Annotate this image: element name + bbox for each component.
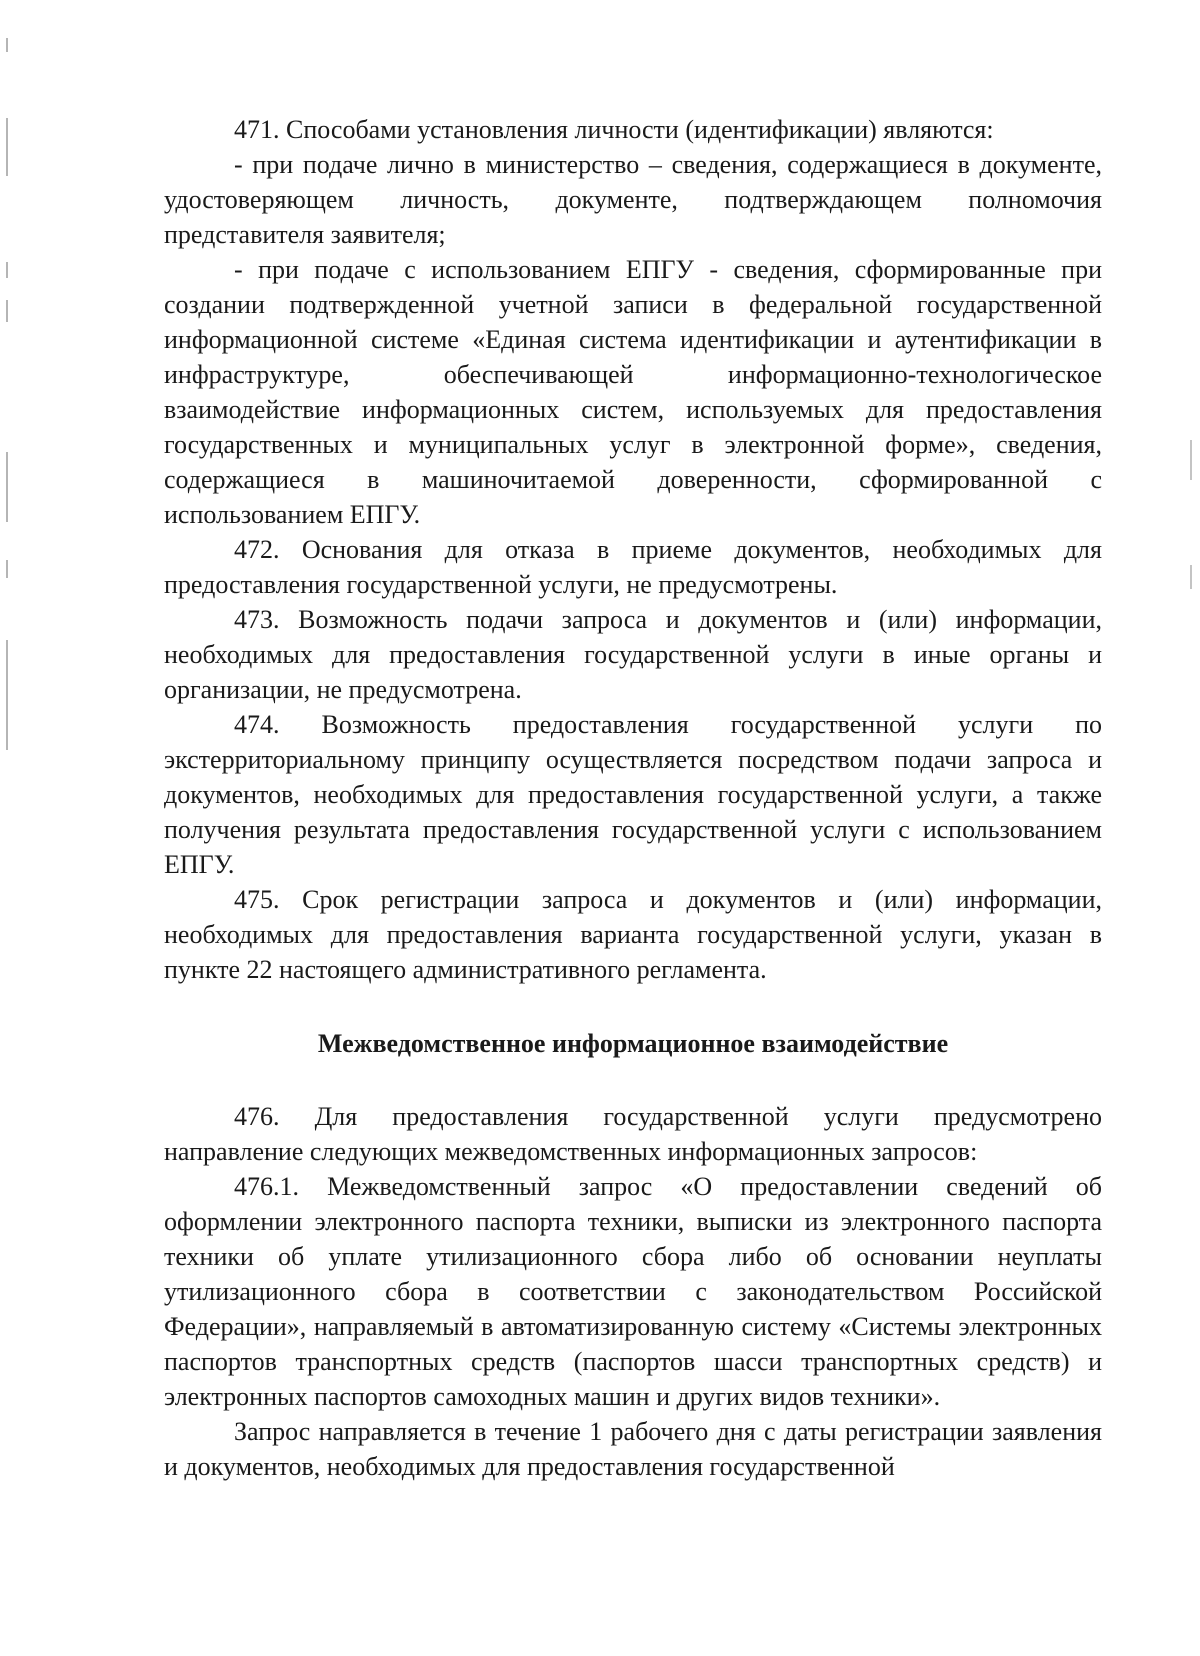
paragraph-474: 474. Возможность предоставления государственной услуги по экстерриториальному принципу осуществляется посредством подачи запроса и документов, необходимых для предоставления государственной услуги, а также получения результата предоставления государственной услуги с использованием ЕПГУ.	[164, 710, 1102, 879]
scan-artifact	[6, 262, 8, 278]
scan-artifact	[6, 300, 8, 322]
section-heading: Межведомственное информационное взаимодействие	[317, 1029, 949, 1058]
paragraph-471-item-2: - при подаче с использованием ЕПГУ - сведения, сформированные при создании подтвержденной учетной записи в федеральной государственной информационной системе «Единая система идентификации и аутентификации в инфраструктуре, обеспечивающей информационно-технологическое взаимодействие информационных систем, используемых для предоставления государственных и муниципальных услуг в электронной форме», сведения, содержащиеся в машиночитаемой доверенности, сформированной с использованием ЕПГУ.	[164, 255, 1102, 529]
paragraph-475: 475. Срок регистрации запроса и документов и (или) информации, необходимых для предоставления варианта государственной услуги, указан в пункте 22 настоящего административного регламента.	[164, 885, 1102, 984]
paragraph-472: 472. Основания для отказа в приеме документов, необходимых для предоставления государственной услуги, не предусмотрены.	[164, 535, 1102, 599]
paragraph-471-item-1: - при подаче лично в министерство – сведения, содержащиеся в документе, удостоверяющем личность, документе, подтверждающем полномочия представителя заявителя;	[164, 150, 1102, 249]
scan-artifact	[6, 560, 8, 578]
scan-artifact	[6, 452, 8, 522]
scan-artifact	[1190, 565, 1192, 589]
paragraph-476-1: 476.1. Межведомственный запрос «О предоставлении сведений об оформлении электронного паспорта техники, выписки из электронного паспорта техники об уплате утилизационного сбора либо об основании неуплаты утилизационного сбора в соответствии с законодательством Российской Федерации», направляемый в автоматизированную систему «Системы электронных паспортов транспортных средств (паспортов шасси транспортных средств) и электронных паспортов самоходных машин и других видов техники».	[164, 1172, 1102, 1411]
scan-artifact	[6, 640, 8, 750]
paragraph-request-deadline: Запрос направляется в течение 1 рабочего дня с даты регистрации заявления и документов, необходимых для предоставления государственной	[164, 1417, 1102, 1481]
document-body	[164, 112, 1102, 1484]
scan-artifact	[6, 38, 8, 52]
scan-artifact	[6, 118, 8, 176]
scan-artifact	[1190, 440, 1192, 480]
paragraph-476: 476. Для предоставления государственной услуги предусмотрено направление следующих межведомственных информационных запросов:	[164, 1102, 1102, 1166]
paragraph-473: 473. Возможность подачи запроса и документов и (или) информации, необходимых для предоставления государственной услуги в иные органы и организации, не предусмотрена.	[164, 605, 1102, 704]
paragraph-471: 471. Способами установления личности (идентификации) являются:	[234, 115, 994, 144]
